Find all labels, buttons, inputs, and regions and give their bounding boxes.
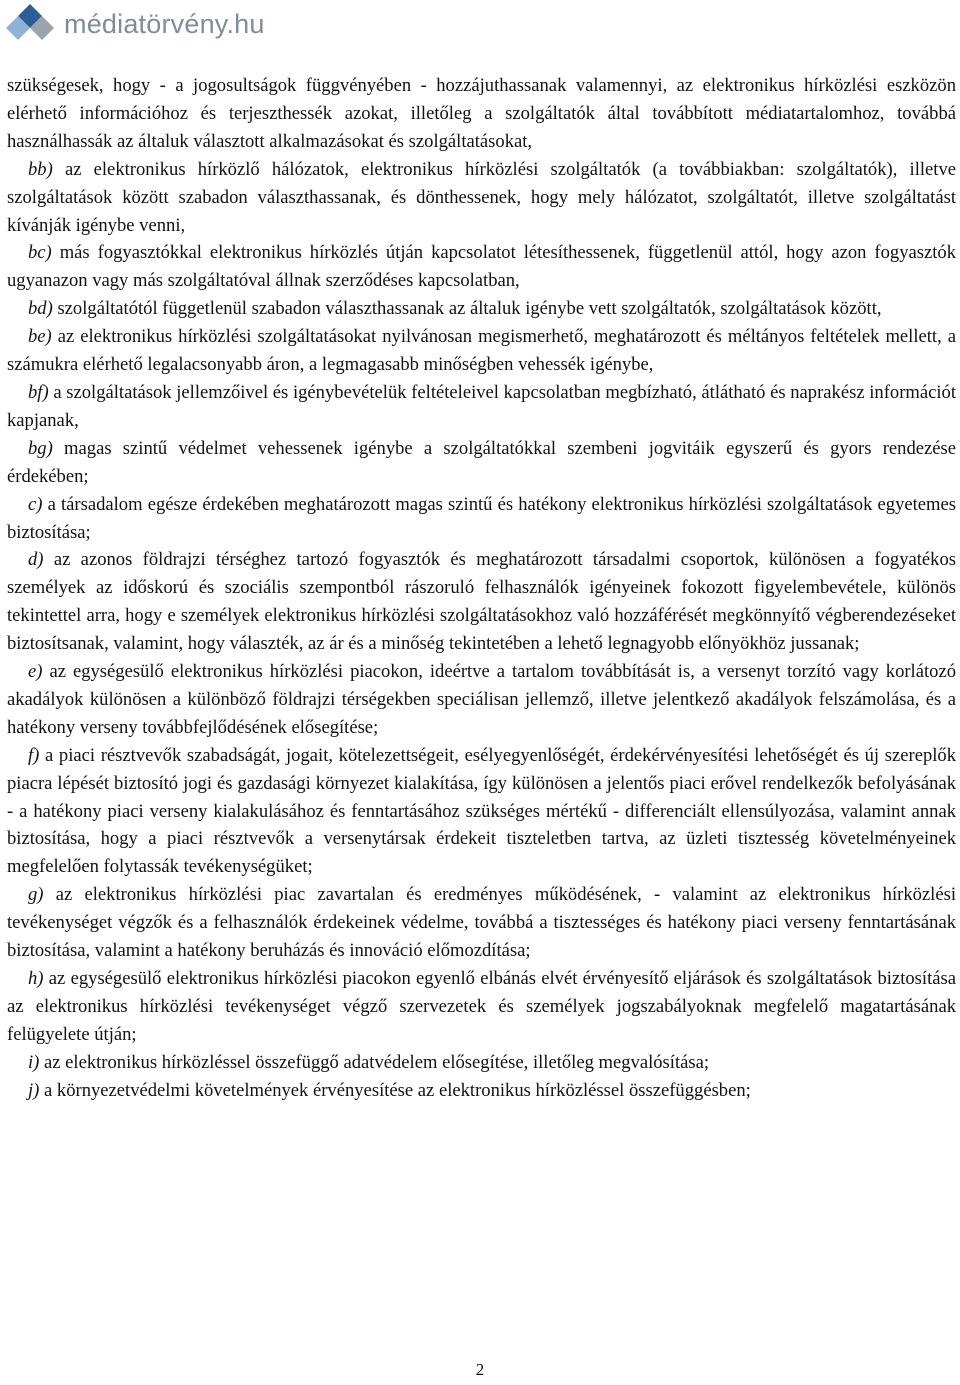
list-item xyxy=(7,156,956,240)
list-item-text: az azonos földrajzi térséghez tartozó fogyasztók és meghatározott társadalmi csoportok, különösen a fogyatékos személyek az időskorú és szociális szempontból rászoruló felhasználók igényeinek fokozott figyelembevétele, különös tekintettel arra, hogy e személyek elektronikus hírközlési szolgáltatásokhoz való hozzáférését megkönnyítő végberendezéseket biztosítsanak, valamint, hogy választék, az ár és a minőség tekintetében a lehető legnagyobb előnyökhöz jussanak; xyxy=(7,549,956,655)
list-item-marker: bb) xyxy=(28,158,53,180)
list-item xyxy=(7,491,956,547)
list-item-marker: bd) xyxy=(28,298,53,320)
list-item-text: a társadalom egésze érdekében meghatározott magas szintű és hatékony elektronikus hírközlési szolgáltatások egyetemes biztosítása; xyxy=(7,493,956,543)
list-item-text: az elektronikus hírközlési szolgáltatásokat nyilvánosan megismerhető, meghatározott és méltányos feltételek mellett, a számukra elérhető legalacsonyabb áron, a legmagasabb minőségben vehessék igénybe, xyxy=(7,326,956,376)
document-body xyxy=(7,72,956,1105)
site-logo[interactable] xyxy=(4,2,265,46)
list-item-text: az elektronikus hírközlő hálózatok, elektronikus hírközlési szolgáltatók (a továbbiakban: szolgáltatók), illetve szolgáltatások között szabadon választhassanak, és dönthessenek, hogy mely hálózatot, szolgáltatót, illetve szolgáltatást kívánják igénybe venni, xyxy=(7,158,956,236)
list-item-marker: d) xyxy=(28,549,44,571)
list-item-text: a környezetvédelmi követelmények érvényesítése az elektronikus hírközléssel összefüggésben; xyxy=(39,1079,751,1101)
list-item xyxy=(7,1077,956,1105)
list-item-marker: be) xyxy=(28,326,52,348)
list-item-marker: g) xyxy=(28,884,44,906)
list-item xyxy=(7,1049,956,1077)
list-item-text: az elektronikus hírközléssel összefüggő adatvédelem elősegítése, illetőleg megvalósítása; xyxy=(39,1051,710,1073)
list-item-marker: bf) xyxy=(28,381,49,403)
list-item-text: magas szintű védelmet vehessenek igénybe a szolgáltatókkal szembeni jogvitáik egyszerű és gyors rendezése érdekében; xyxy=(7,437,956,487)
list-item-marker: j) xyxy=(28,1079,40,1101)
page-number: 2 xyxy=(475,1360,485,1379)
diamond-logo-icon xyxy=(4,2,60,46)
list-item xyxy=(7,658,956,742)
list-item xyxy=(7,239,956,295)
list-item-marker: e) xyxy=(28,661,43,683)
list-item xyxy=(7,435,956,491)
list-item-marker: f) xyxy=(28,744,40,766)
list-item xyxy=(7,742,956,882)
list-item-marker: c) xyxy=(28,493,43,515)
list-item-text: a szolgáltatások jellemzőivel és igénybevételük feltételeivel kapcsolatban megbízható, átlátható és naprakész információt kapjanak, xyxy=(7,381,956,431)
list-item xyxy=(7,379,956,435)
list-item-text: az egységesülő elektronikus hírközlési piacokon, ideértve a tartalom továbbítását is, a versenyt torzító vagy korlátozó akadályok különösen a különböző földrajzi térségekben speciálisan jellemző, illetve jelentkező akadályok felszámolása, és a hatékony verseny továbbfejlődésének elősegítése; xyxy=(7,661,956,738)
list-item xyxy=(7,323,956,379)
list-item-marker: bc) xyxy=(28,242,52,264)
list-item-marker: h) xyxy=(28,968,44,989)
list-item xyxy=(7,295,956,323)
list-item-text: az elektronikus hírközlési piac zavartalan és eredményes működésének, - valamint az elektronikus hírközlési tevékenységet végzők és a felhasználók érdekeinek védelme, továbbá a tisztességes és hatékony piaci verseny fenntartásának biztosítása, valamint a hatékony beruházás és innováció előmozdítása; xyxy=(7,884,956,962)
paragraph-continuation xyxy=(7,72,956,156)
list-item-text: más fogyasztókkal elektronikus hírközlés útján kapcsolatot létesíthessenek, függetlenül attól, hogy azon fogyasztók ugyanazon vagy más szolgáltatóval állnak szerződéses kapcsolatban, xyxy=(7,242,956,292)
list-item-marker: bg) xyxy=(28,437,53,459)
list-item-text: szükségesek, hogy - a jogosultságok függvényében - hozzájuthassanak valamennyi, az elektronikus hírközlési eszközön elérhető információhoz és terjeszthessék azokat, illetőleg a szolgáltatók által továbbított médiatartalomhoz, továbbá használhassák az általuk választott alkalmazásokat és szolgáltatásokat, xyxy=(7,75,956,152)
list-item xyxy=(7,965,956,1049)
list-item-text: a piaci résztvevők szabadságát, jogait, kötelezettségeit, esélyegyenlőségét, érdekérvényesítési lehetőségét és új szereplők piacra lépését biztosító jogi és gazdasági környezet kialakítása, így különösen a jelentős piaci erővel rendelkezők befolyásának - a hatékony piaci verseny kialakulásához és fenntartásához szükséges mértékű - differenciált ellensúlyozása, valamint annak biztosítása, hogy a piaci résztvevők a versenytársak érdekeit tiszteletben tartva, az üzleti tisztesség követelményeinek megfelelően folytassák tevékenységüket; xyxy=(7,744,956,878)
list-item xyxy=(7,546,956,658)
list-item xyxy=(7,881,956,965)
logo-wordmark: médiatörvény.hu xyxy=(64,8,265,39)
list-item-marker: i) xyxy=(28,1051,40,1073)
list-item-text: szolgáltatótól függetlenül szabadon választhassanak az általuk igénybe vett szolgáltatók, szolgáltatások között, xyxy=(52,298,882,320)
list-item-text: az egységesülő elektronikus hírközlési piacokon egyenlő elbánás elvét érvényesítő eljárások és szolgáltatások biztosítása az elektronikus hírközlési tevékenységet végző szervezetek és személyek jogszabályoknak megfelelő magatartásának felügyelete útján; xyxy=(7,968,956,1045)
